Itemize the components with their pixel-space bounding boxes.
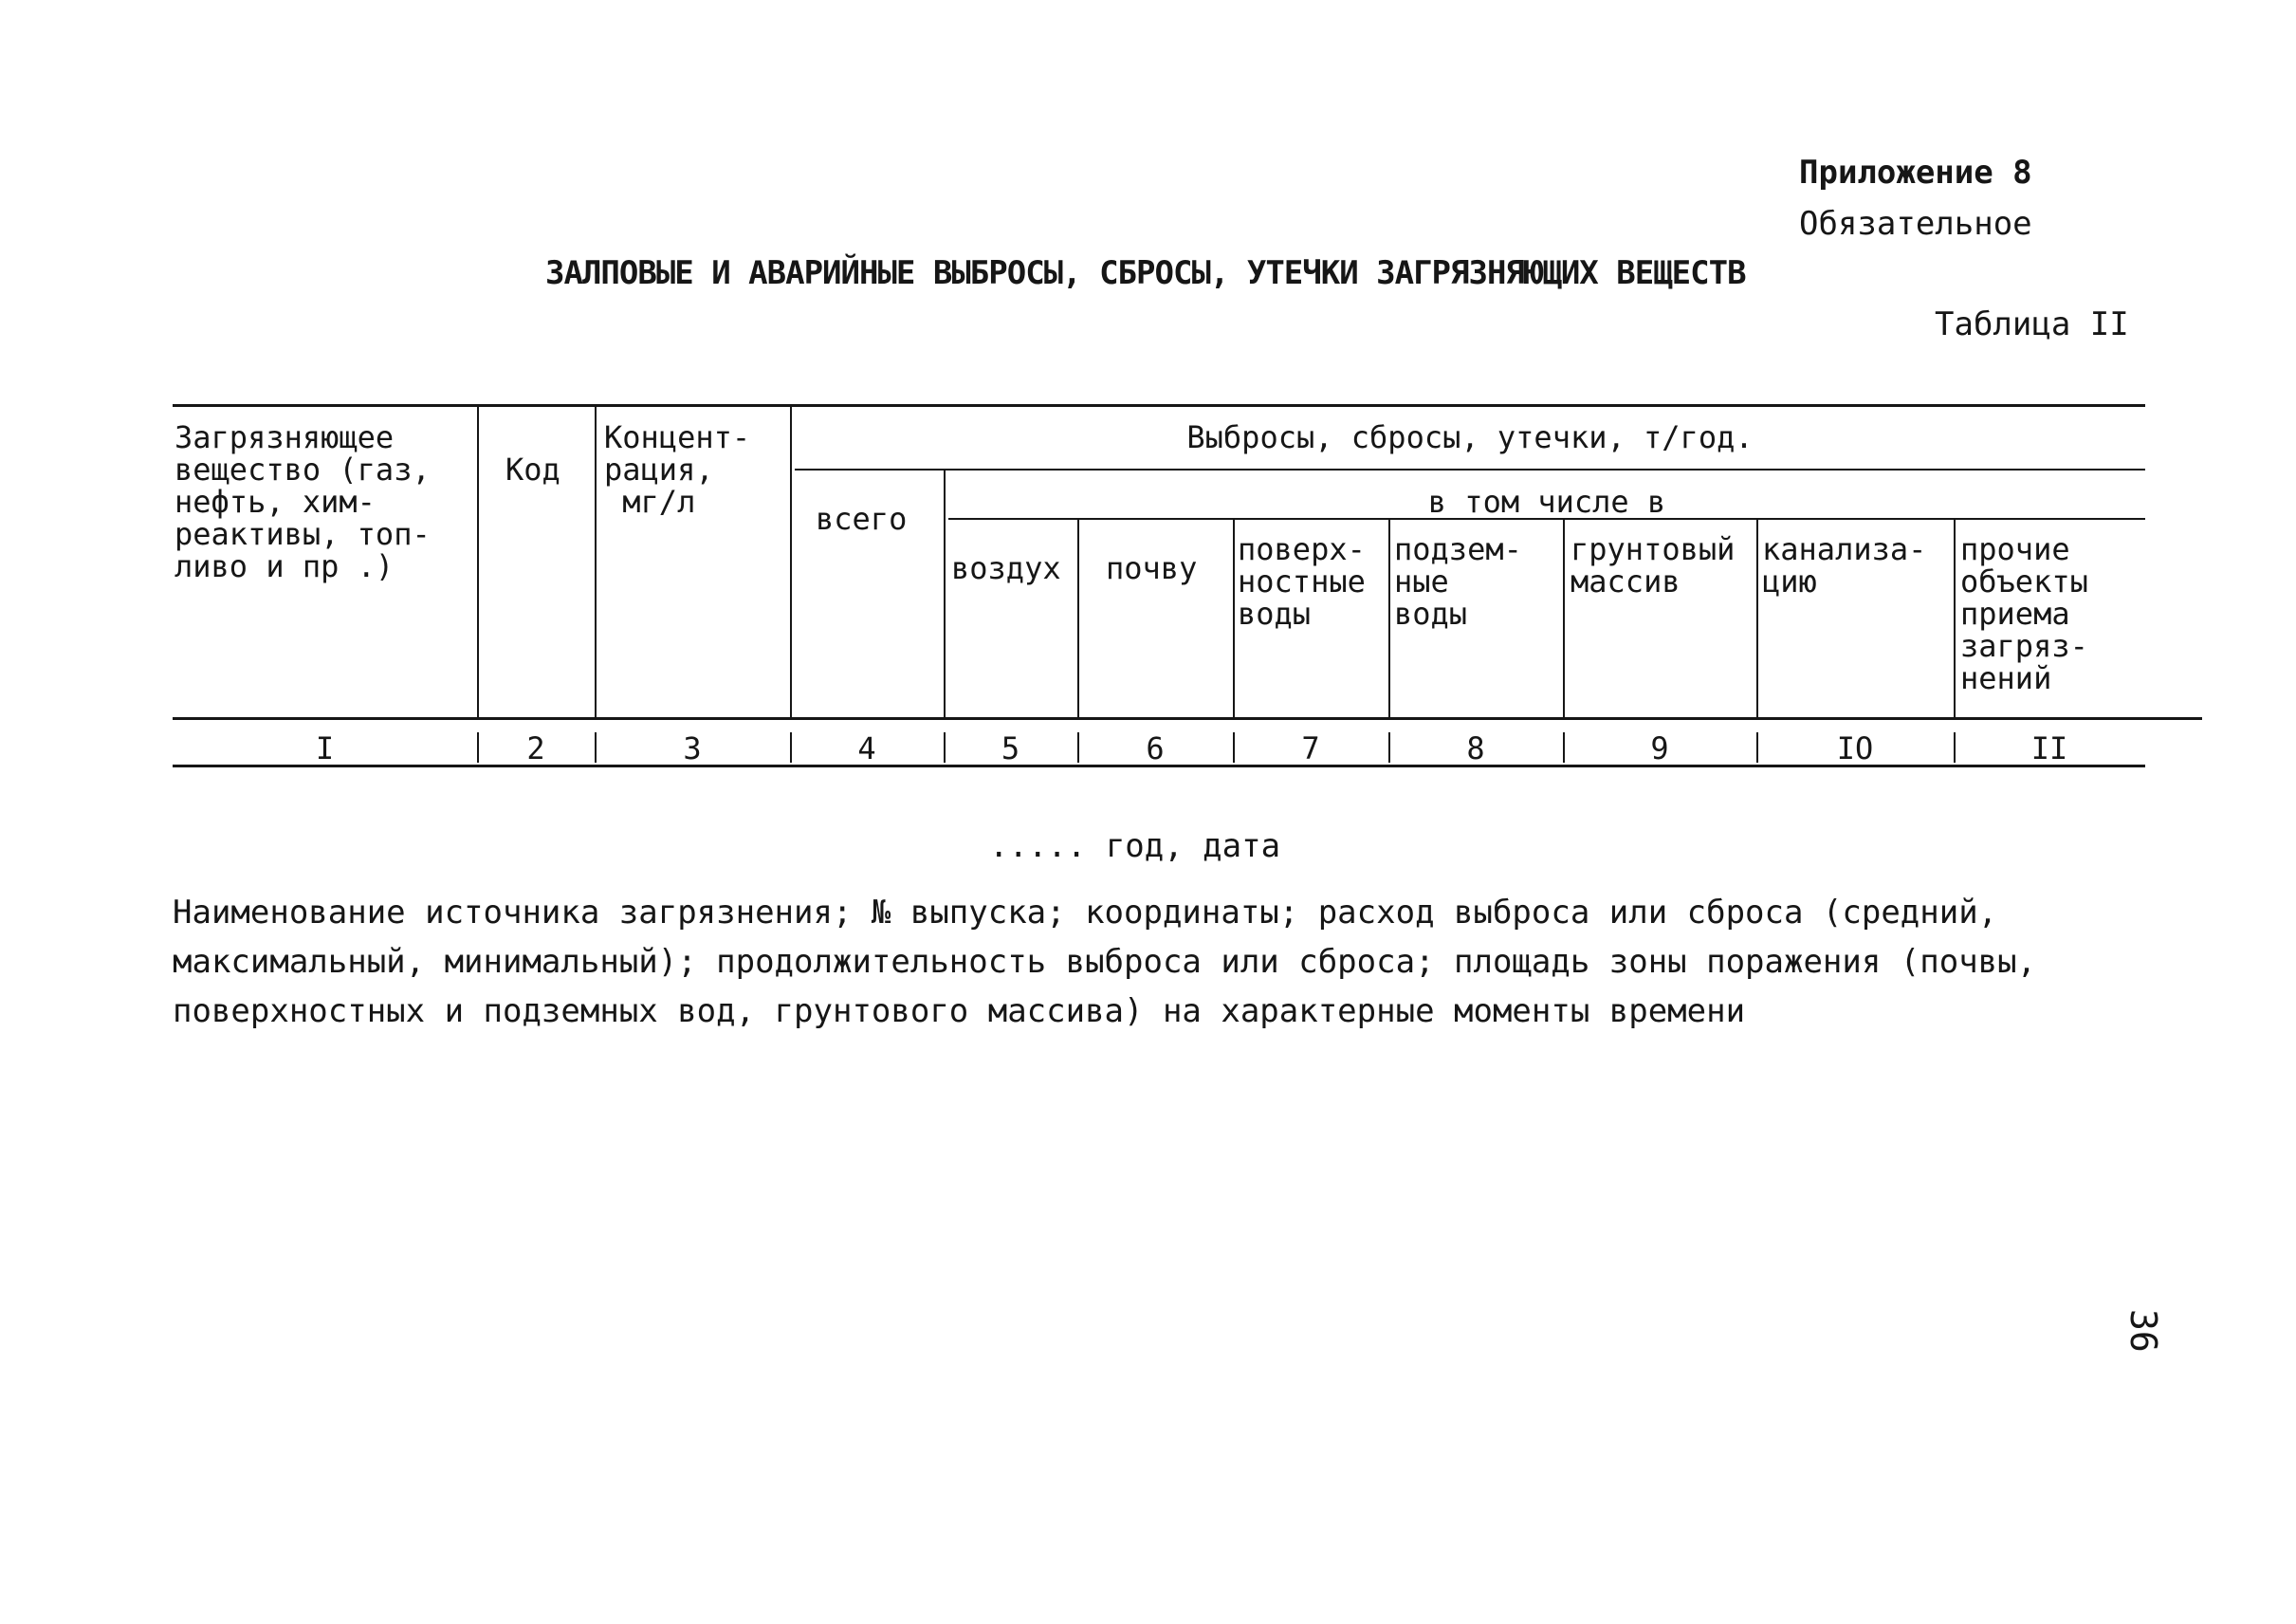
col-divider xyxy=(1233,520,1235,717)
column-number: 7 xyxy=(1301,730,1320,766)
table-top-rule xyxy=(173,404,2145,407)
header-soil: почву xyxy=(1106,550,1198,586)
column-number: 9 xyxy=(1650,730,1669,766)
col-divider xyxy=(1563,520,1565,717)
header-air: воздух xyxy=(951,550,1061,586)
column-number: 3 xyxy=(683,730,702,766)
header-bottom-rule xyxy=(173,717,2202,720)
description-line-2: максимальный, минимальный); продолжительность выброса или сброса; площадь зоны поражения (почвы, xyxy=(173,943,2037,981)
header-emissions-group: Выбросы, сбросы, утечки, т/год. xyxy=(1186,419,1754,455)
page-number: 36 xyxy=(2122,1309,2164,1353)
header-sewer: канализа- цию xyxy=(1762,531,1927,600)
col-divider xyxy=(1756,520,1758,717)
table-label: Таблица II xyxy=(1935,305,2129,343)
column-number: IO xyxy=(1836,730,1874,766)
header-substance: Загрязняющее вещество (газ, нефть, хим- реактивы, топ- ливо и пр .) xyxy=(174,419,431,584)
document-title: ЗАЛПОВЫЕ И АВАРИЙНЫЕ ВЫБРОСЫ, СБРОСЫ, УТЕЧКИ ЗАГРЯЗНЯЮЩИХ ВЕЩЕСТВ xyxy=(545,254,1746,292)
col-divider xyxy=(477,406,479,717)
col-divider xyxy=(790,406,792,717)
column-number: 5 xyxy=(1001,730,1020,766)
appendix-status: Обязательное xyxy=(1799,205,2032,243)
header-ground-mass: грунтовый массив xyxy=(1570,531,1736,600)
column-number: 6 xyxy=(1146,730,1165,766)
header-total: всего xyxy=(816,501,908,537)
header-other: прочие объекты приема загряз- нений xyxy=(1960,531,2088,696)
group-header-rule xyxy=(795,469,2145,471)
col-divider xyxy=(1388,520,1390,717)
header-surface-water: поверх- ностные воды xyxy=(1238,531,1366,632)
header-ground-water: подзем- ные воды xyxy=(1394,531,1522,632)
column-number: 8 xyxy=(1466,730,1485,766)
description-line-1: Наименование источника загрязнения; № выпуска; координаты; расход выброса или сброса (средний, xyxy=(173,894,1998,932)
column-number: 2 xyxy=(526,730,545,766)
col-divider xyxy=(944,471,946,717)
header-code: Код xyxy=(505,452,560,488)
header-concentration: Концент- рация, мг/л xyxy=(604,419,751,520)
col-divider xyxy=(595,406,597,717)
appendix-title: Приложение 8 xyxy=(1799,154,2032,192)
column-number: 4 xyxy=(857,730,876,766)
header-including: в том числе в xyxy=(1427,484,1666,520)
description-line-3: поверхностных и подземных вод, грунтового массива) на характерные моменты времени xyxy=(173,992,1746,1030)
col-divider xyxy=(1954,520,1956,717)
year-date-line: ..... год, дата xyxy=(989,827,1281,865)
column-number: II xyxy=(2030,730,2068,766)
col-divider xyxy=(1077,520,1079,717)
column-number: I xyxy=(315,730,335,766)
